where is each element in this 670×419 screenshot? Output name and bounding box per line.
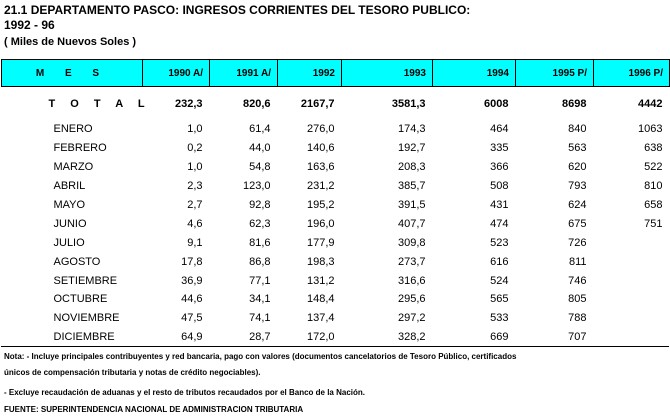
table-bottom-rule — [1, 346, 669, 347]
month-label: MAYO — [53, 199, 86, 211]
table-row — [2, 177, 670, 196]
value-cell: 523 — [490, 236, 509, 249]
table-row — [2, 290, 670, 309]
value-cell — [594, 271, 670, 290]
revenue-table — [1, 59, 670, 347]
header-1992: 1992 — [278, 60, 342, 87]
value-cell: 533 — [490, 312, 509, 325]
value-cell: 385,7 — [397, 180, 426, 193]
value-cell: 565 — [490, 293, 509, 306]
value-cell: 669 — [490, 331, 509, 344]
report-units: ( Miles de Nuevos Soles ) — [4, 36, 137, 48]
month-label: DICIEMBRE — [53, 331, 115, 344]
total-cell: 6008 — [484, 97, 509, 110]
month-label: AGOSTO — [53, 255, 101, 268]
value-cell: 524 — [490, 274, 509, 287]
value-cell: 675 — [568, 217, 587, 230]
total-cell: 2167,7 — [300, 97, 335, 110]
value-cell: 2,7 — [187, 199, 203, 211]
value-cell: 811 — [568, 255, 587, 268]
value-cell: 522 — [644, 161, 663, 174]
value-cell: 335 — [490, 142, 509, 155]
value-cell: 92,8 — [249, 199, 271, 211]
table-row — [2, 233, 670, 252]
table-row — [2, 120, 670, 139]
note-line-2: únicos de compensación tributaria y notas de crédito negociables). — [4, 368, 261, 377]
value-cell: 788 — [568, 312, 587, 325]
total-cell: 4442 — [638, 97, 663, 110]
value-cell: 17,8 — [181, 255, 203, 268]
value-cell: 231,2 — [306, 180, 335, 193]
value-cell: 464 — [490, 123, 509, 136]
value-cell: 86,8 — [249, 255, 271, 268]
value-cell: 297,2 — [397, 312, 426, 325]
value-cell: 4,6 — [187, 217, 203, 230]
value-cell: 174,3 — [397, 123, 426, 136]
table-row — [2, 139, 670, 158]
value-cell: 805 — [568, 293, 587, 306]
header-1994: 1994 — [433, 60, 516, 87]
value-cell: 620 — [568, 161, 587, 174]
total-cell: 820,6 — [242, 97, 271, 110]
table-row — [2, 252, 670, 271]
total-cell: 3581,3 — [391, 97, 426, 110]
value-cell: 1063 — [638, 123, 663, 136]
value-cell — [594, 309, 670, 328]
month-label: JULIO — [53, 236, 85, 249]
table-row — [2, 271, 670, 290]
value-cell: 198,3 — [306, 255, 335, 268]
value-cell: 1,0 — [187, 123, 203, 136]
value-cell: 309,8 — [397, 236, 426, 249]
value-cell: 123,0 — [242, 180, 271, 193]
table-row — [2, 214, 670, 233]
value-cell: 474 — [490, 217, 509, 230]
value-cell: 77,1 — [249, 274, 271, 287]
value-cell: 840 — [568, 123, 587, 136]
table-header-row — [2, 60, 670, 87]
value-cell: 508 — [490, 180, 509, 193]
value-cell: 407,7 — [397, 217, 426, 230]
month-label: NOVIEMBRE — [53, 312, 120, 325]
total-label: T O T A L — [48, 97, 151, 110]
value-cell: 9,1 — [187, 236, 203, 249]
month-label: ABRIL — [53, 180, 86, 193]
value-cell: 638 — [644, 142, 663, 155]
total-cell: 232,3 — [174, 97, 203, 110]
value-cell: 391,5 — [397, 199, 426, 211]
table-row — [2, 196, 670, 215]
value-cell: 366 — [490, 161, 509, 174]
value-cell: 36,9 — [181, 274, 203, 287]
value-cell: 616 — [490, 255, 509, 268]
table-row — [2, 328, 670, 347]
value-cell: 316,6 — [397, 274, 426, 287]
value-cell: 196,0 — [306, 217, 335, 230]
month-label: SETIEMBRE — [53, 274, 118, 287]
value-cell: 148,4 — [306, 293, 335, 306]
month-label: ENERO — [53, 123, 93, 136]
value-cell: 44,6 — [181, 293, 203, 306]
total-cell: 8698 — [562, 97, 587, 110]
value-cell: 658 — [644, 199, 663, 211]
value-cell: 64,9 — [181, 331, 203, 344]
value-cell: 276,0 — [306, 123, 335, 136]
value-cell: 810 — [644, 180, 663, 193]
value-cell — [594, 233, 670, 252]
month-label: FEBRERO — [53, 142, 107, 155]
header-1991: 1991 A/ — [210, 60, 278, 87]
value-cell: 0,2 — [187, 142, 203, 155]
report-title: 21.1 DEPARTAMENTO PASCO: INGRESOS CORRIENTES DEL TESORO PUBLICO: — [4, 3, 471, 17]
value-cell: 47,5 — [181, 312, 203, 325]
value-cell — [594, 328, 670, 347]
value-cell: 172,0 — [306, 331, 335, 344]
source-line: FUENTE: SUPERINTENDENCIA NACIONAL DE ADMINISTRACION TRIBUTARIA — [4, 405, 304, 414]
header-1995: 1995 P/ — [516, 60, 594, 87]
value-cell: 726 — [568, 236, 587, 249]
value-cell: 140,6 — [306, 142, 335, 155]
value-cell: 208,3 — [397, 161, 426, 174]
total-row — [2, 87, 670, 121]
value-cell: 28,7 — [249, 331, 271, 344]
note-line-3: - Excluye recaudación de aduanas y el resto de tributos recaudados por el Banco de la Nación. — [4, 388, 365, 397]
header-mes: M E S — [2, 60, 143, 87]
header-1990: 1990 A/ — [143, 60, 210, 87]
header-1996: 1996 P/ — [594, 60, 670, 87]
table-row — [2, 158, 670, 177]
value-cell: 431 — [490, 199, 509, 211]
value-cell — [594, 252, 670, 271]
value-cell: 751 — [644, 217, 663, 230]
month-label: JUNIO — [53, 217, 87, 230]
value-cell: 793 — [568, 180, 587, 193]
value-cell: 195,2 — [306, 199, 335, 211]
value-cell: 707 — [568, 331, 587, 344]
value-cell: 34,1 — [249, 293, 271, 306]
note-line-1: Nota: - Incluye principales contribuyentes y red bancaria, pago con valores (documentos cancelatorios de Tesoro Público, certificados — [4, 352, 517, 361]
value-cell: 54,8 — [249, 161, 271, 174]
value-cell: 177,9 — [306, 236, 335, 249]
value-cell: 563 — [568, 142, 587, 155]
value-cell: 163,6 — [306, 161, 335, 174]
value-cell: 137,4 — [306, 312, 335, 325]
value-cell: 746 — [568, 274, 587, 287]
value-cell: 624 — [568, 199, 587, 211]
value-cell: 328,2 — [397, 331, 426, 344]
value-cell: 74,1 — [249, 312, 271, 325]
value-cell: 2,3 — [187, 180, 203, 193]
value-cell: 192,7 — [397, 142, 426, 155]
value-cell: 44,0 — [249, 142, 271, 155]
table-row — [2, 309, 670, 328]
value-cell: 131,2 — [306, 274, 335, 287]
value-cell: 273,7 — [397, 255, 426, 268]
report-period: 1992 - 96 — [4, 18, 55, 32]
month-label: OCTUBRE — [53, 293, 108, 306]
month-label: MARZO — [53, 161, 94, 174]
value-cell: 295,6 — [397, 293, 426, 306]
value-cell — [594, 290, 670, 309]
value-cell: 62,3 — [249, 217, 271, 230]
value-cell: 1,0 — [187, 161, 203, 174]
value-cell: 81,6 — [249, 236, 271, 249]
header-1993: 1993 — [342, 60, 433, 87]
value-cell: 61,4 — [249, 123, 271, 136]
